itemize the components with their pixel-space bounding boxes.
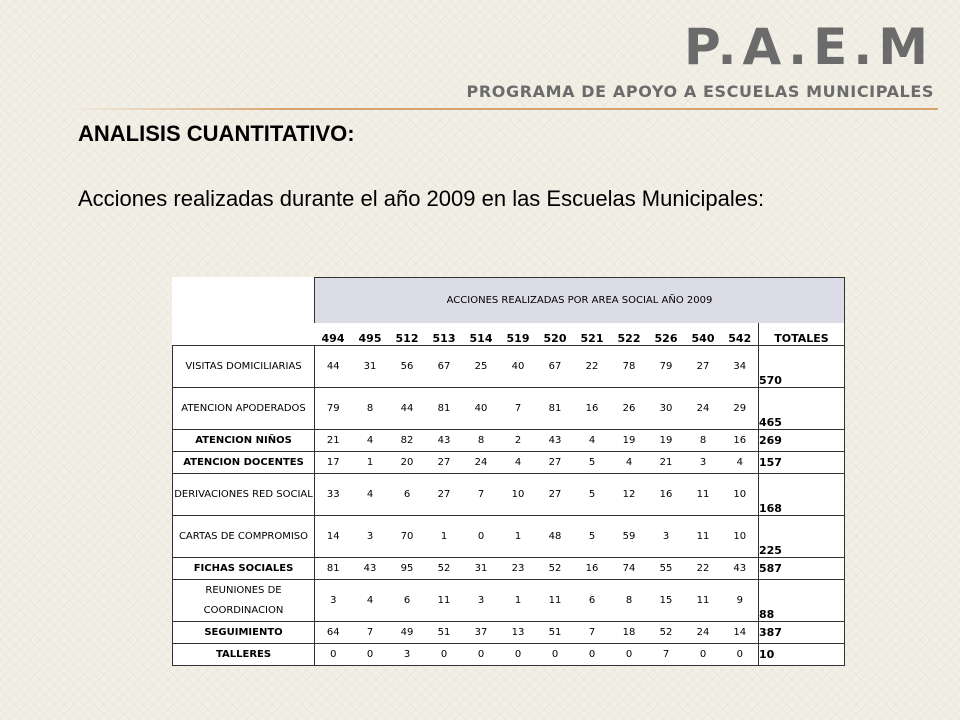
table-cell: 4 [611, 452, 648, 474]
table-cell: 7 [352, 622, 389, 644]
table-cell: 4 [722, 452, 759, 474]
table-cell: 12 [611, 474, 648, 516]
table-cell: 24 [685, 622, 722, 644]
table-cell: 81 [315, 558, 352, 580]
row-total: 465 [759, 388, 845, 430]
table-cell: 16 [648, 474, 685, 516]
table-cell: 1 [500, 516, 537, 558]
table-cell: 5 [574, 516, 611, 558]
table-cell: 49 [389, 622, 426, 644]
table-cell: 14 [315, 516, 352, 558]
row-total: 225 [759, 516, 845, 558]
table-cell: 2 [500, 430, 537, 452]
table-cell: 31 [352, 346, 389, 388]
table-cell: 21 [648, 452, 685, 474]
table-cell: 51 [426, 622, 463, 644]
table-cell: 20 [389, 452, 426, 474]
table-cell: 7 [574, 622, 611, 644]
row-label: CARTAS DE COMPROMISO [173, 516, 315, 558]
table-row [173, 430, 845, 452]
table-cell: 4 [352, 430, 389, 452]
row-total: 269 [759, 430, 845, 452]
row-total: 157 [759, 452, 845, 474]
table-cell: 11 [537, 580, 574, 622]
table-cell: 34 [722, 346, 759, 388]
table-cell: 79 [315, 388, 352, 430]
table-cell: 30 [648, 388, 685, 430]
brand-subtitle: PROGRAMA DE APOYO A ESCUELAS MUNICIPALES [466, 82, 934, 101]
row-total: 168 [759, 474, 845, 516]
table-cell: 4 [500, 452, 537, 474]
row-label: VISITAS DOMICILIARIAS [173, 346, 315, 388]
table-cell: 1 [352, 452, 389, 474]
table-corner [173, 278, 315, 324]
table-row [173, 346, 845, 388]
row-total: 10 [759, 644, 845, 666]
table-cell: 44 [389, 388, 426, 430]
table-cell: 0 [463, 516, 500, 558]
table-cell: 3 [685, 452, 722, 474]
table-cell: 8 [463, 430, 500, 452]
table-cell: 16 [574, 388, 611, 430]
brand-title: P.A.E.M [684, 18, 934, 76]
totals-header: TOTALES [759, 323, 845, 346]
row-label: ATENCION NIÑOS [173, 430, 315, 452]
table-cell: 10 [722, 516, 759, 558]
table-cell: 37 [463, 622, 500, 644]
row-label: ATENCION APODERADOS [173, 388, 315, 430]
table-cell: 67 [537, 346, 574, 388]
table-cell: 6 [389, 580, 426, 622]
table-cell: 8 [352, 388, 389, 430]
table-cell: 0 [315, 644, 352, 666]
column-header: 521 [580, 332, 604, 345]
table-cell: 52 [648, 622, 685, 644]
row-label: REUNIONES DE COORDINACION [173, 580, 315, 622]
table-cell: 0 [352, 644, 389, 666]
table-cell: 18 [611, 622, 648, 644]
table-cell: 27 [537, 452, 574, 474]
table-cell: 10 [500, 474, 537, 516]
row-label: TALLERES [173, 644, 315, 666]
table-cell: 7 [500, 388, 537, 430]
table-cell: 5 [574, 474, 611, 516]
column-header: 526 [654, 332, 678, 345]
row-label: SEGUIMIENTO [173, 622, 315, 644]
table-row [173, 622, 845, 644]
table-cell: 17 [315, 452, 352, 474]
table-cell: 43 [426, 430, 463, 452]
column-header: 522 [617, 332, 641, 345]
table-cell: 8 [685, 430, 722, 452]
column-header: 513 [432, 332, 456, 345]
table-cell: 10 [722, 474, 759, 516]
table-row [173, 580, 845, 622]
table-cell: 21 [315, 430, 352, 452]
table-cell: 11 [426, 580, 463, 622]
table-cell: 43 [352, 558, 389, 580]
table-cell: 25 [463, 346, 500, 388]
row-total: 88 [759, 580, 845, 622]
table-cell: 51 [537, 622, 574, 644]
table-row [173, 644, 845, 666]
table-cell: 81 [426, 388, 463, 430]
table-cell: 0 [574, 644, 611, 666]
table-cell: 43 [537, 430, 574, 452]
table-cell: 6 [389, 474, 426, 516]
table-cell: 6 [574, 580, 611, 622]
table-cell: 27 [685, 346, 722, 388]
table-cell: 11 [685, 474, 722, 516]
table-cell: 27 [537, 474, 574, 516]
table-corner [173, 323, 315, 346]
table-row [173, 388, 845, 430]
column-header: 494 [321, 332, 345, 345]
column-header: 542 [722, 323, 759, 346]
table-cell: 13 [500, 622, 537, 644]
section-heading: ANALISIS CUANTITATIVO: [78, 121, 355, 146]
table-cell: 3 [315, 580, 352, 622]
table-cell: 43 [722, 558, 759, 580]
row-label: ATENCION DOCENTES [173, 452, 315, 474]
table-cell: 29 [722, 388, 759, 430]
column-header: 540 [691, 332, 715, 345]
table-cell: 24 [685, 388, 722, 430]
column-header: 520 [543, 332, 567, 345]
table-cell: 0 [426, 644, 463, 666]
table-cell: 22 [685, 558, 722, 580]
row-total: 570 [759, 346, 845, 388]
table-cell: 7 [648, 644, 685, 666]
table-cell: 40 [500, 346, 537, 388]
table-cell: 81 [537, 388, 574, 430]
row-total: 587 [759, 558, 845, 580]
row-total: 387 [759, 622, 845, 644]
table-cell: 52 [537, 558, 574, 580]
header-divider [66, 108, 938, 110]
column-header-row [173, 323, 845, 346]
table-cell: 67 [426, 346, 463, 388]
table-cell: 52 [426, 558, 463, 580]
table-cell: 82 [389, 430, 426, 452]
table-cell: 4 [352, 580, 389, 622]
table-cell: 16 [574, 558, 611, 580]
column-header: 519 [506, 332, 530, 345]
table-cell: 4 [574, 430, 611, 452]
table-cell: 26 [611, 388, 648, 430]
table-cell: 0 [685, 644, 722, 666]
table-cell: 3 [648, 516, 685, 558]
table-cell: 74 [611, 558, 648, 580]
column-header: 495 [358, 332, 382, 345]
table-cell: 0 [611, 644, 648, 666]
table-cell: 59 [611, 516, 648, 558]
table-cell: 95 [389, 558, 426, 580]
table-caption: ACCIONES REALIZADAS POR AREA SOCIAL AÑO 2009 [315, 278, 845, 324]
row-label: FICHAS SOCIALES [173, 558, 315, 580]
table-cell: 70 [389, 516, 426, 558]
table-cell: 27 [426, 452, 463, 474]
table-cell: 1 [500, 580, 537, 622]
table-cell: 0 [500, 644, 537, 666]
table-cell: 40 [463, 388, 500, 430]
table-cell: 24 [463, 452, 500, 474]
table-cell: 55 [648, 558, 685, 580]
column-header: 514 [469, 332, 493, 345]
table-row [173, 516, 845, 558]
table-cell: 19 [611, 430, 648, 452]
table-cell: 11 [685, 516, 722, 558]
table-cell: 22 [574, 346, 611, 388]
table-cell: 15 [648, 580, 685, 622]
table-cell: 11 [685, 580, 722, 622]
table-cell: 78 [611, 346, 648, 388]
table-cell: 31 [463, 558, 500, 580]
table-cell: 16 [722, 430, 759, 452]
table-cell: 0 [537, 644, 574, 666]
table-cell: 56 [389, 346, 426, 388]
row-label: DERIVACIONES RED SOCIAL [173, 474, 315, 516]
table-cell: 0 [463, 644, 500, 666]
table-cell: 8 [611, 580, 648, 622]
table-row [173, 452, 845, 474]
table-cell: 1 [426, 516, 463, 558]
table-cell: 23 [500, 558, 537, 580]
table-cell: 3 [352, 516, 389, 558]
table-cell: 0 [722, 644, 759, 666]
table-body [173, 346, 845, 666]
table-cell: 3 [463, 580, 500, 622]
table-cell: 48 [537, 516, 574, 558]
table-cell: 64 [315, 622, 352, 644]
table-cell: 33 [315, 474, 352, 516]
intro-text: Acciones realizadas durante el año 2009 en las Escuelas Municipales: [78, 186, 765, 211]
table-cell: 14 [722, 622, 759, 644]
table-cell: 79 [648, 346, 685, 388]
table-cell: 9 [722, 580, 759, 622]
table-cell: 3 [389, 644, 426, 666]
table-row [173, 474, 845, 516]
table-cell: 4 [352, 474, 389, 516]
table-cell: 19 [648, 430, 685, 452]
social-actions-table [172, 277, 845, 666]
table-cell: 5 [574, 452, 611, 474]
table-cell: 7 [463, 474, 500, 516]
table-row [173, 558, 845, 580]
column-header: 512 [395, 332, 419, 345]
table-cell: 44 [315, 346, 352, 388]
table-cell: 27 [426, 474, 463, 516]
